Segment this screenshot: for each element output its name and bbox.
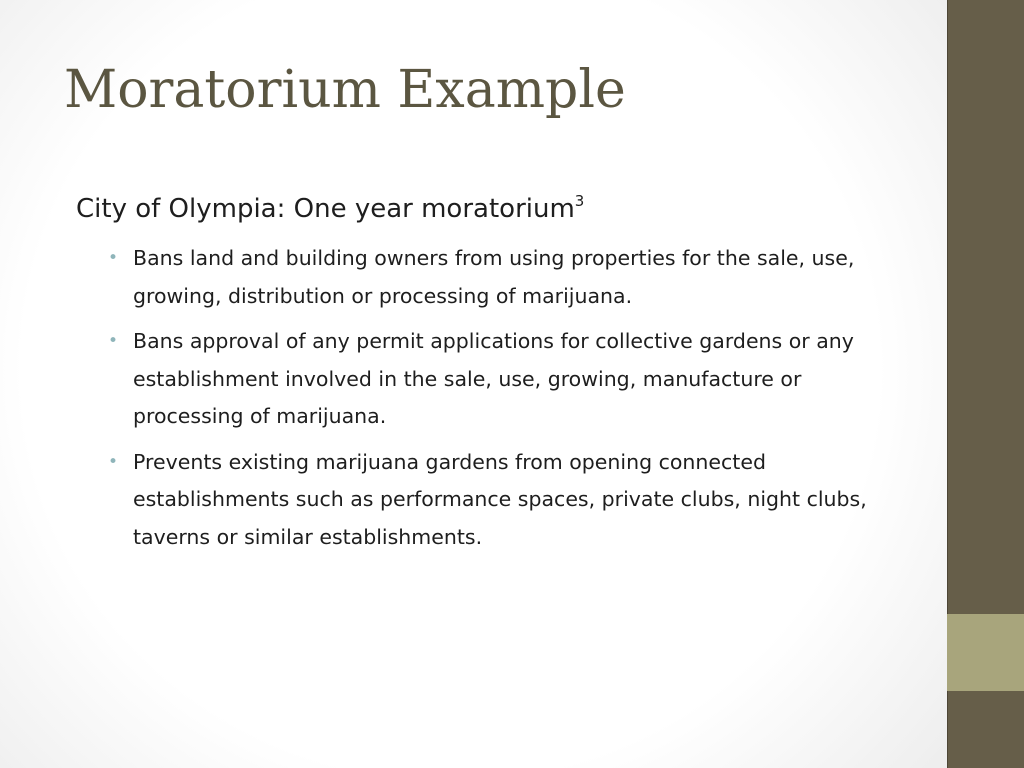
bullet-dot-icon: • xyxy=(108,331,119,351)
bullet-text: Prevents existing marijuana gardens from opening connected establishments such as performance spaces, private clubs, night clubs, taverns or similar establishments. xyxy=(133,449,867,549)
bullet-dot-icon: • xyxy=(108,248,119,268)
bullet-text: Bans approval of any permit applications for collective gardens or any establishment involved in the sale, use, growing, manufacture or processing of marijuana. xyxy=(133,329,854,428)
slide-heading xyxy=(76,186,916,232)
side-accent-block xyxy=(947,614,1024,691)
slide-title: Moratorium Example xyxy=(64,60,626,120)
bullet-list xyxy=(76,240,916,556)
bullet-dot-icon: • xyxy=(108,451,119,472)
heading-text: City of Olympia: One year moratorium xyxy=(76,194,575,224)
footnote-reference: 3 xyxy=(574,192,585,210)
slide-content xyxy=(76,186,916,556)
bullet-text: Bans land and building owners from using properties for the sale, use, growing, distribution or processing of marijuana. xyxy=(133,246,855,308)
bullet-item xyxy=(76,240,916,315)
bullet-item xyxy=(76,444,916,557)
bullet-item xyxy=(76,323,916,436)
